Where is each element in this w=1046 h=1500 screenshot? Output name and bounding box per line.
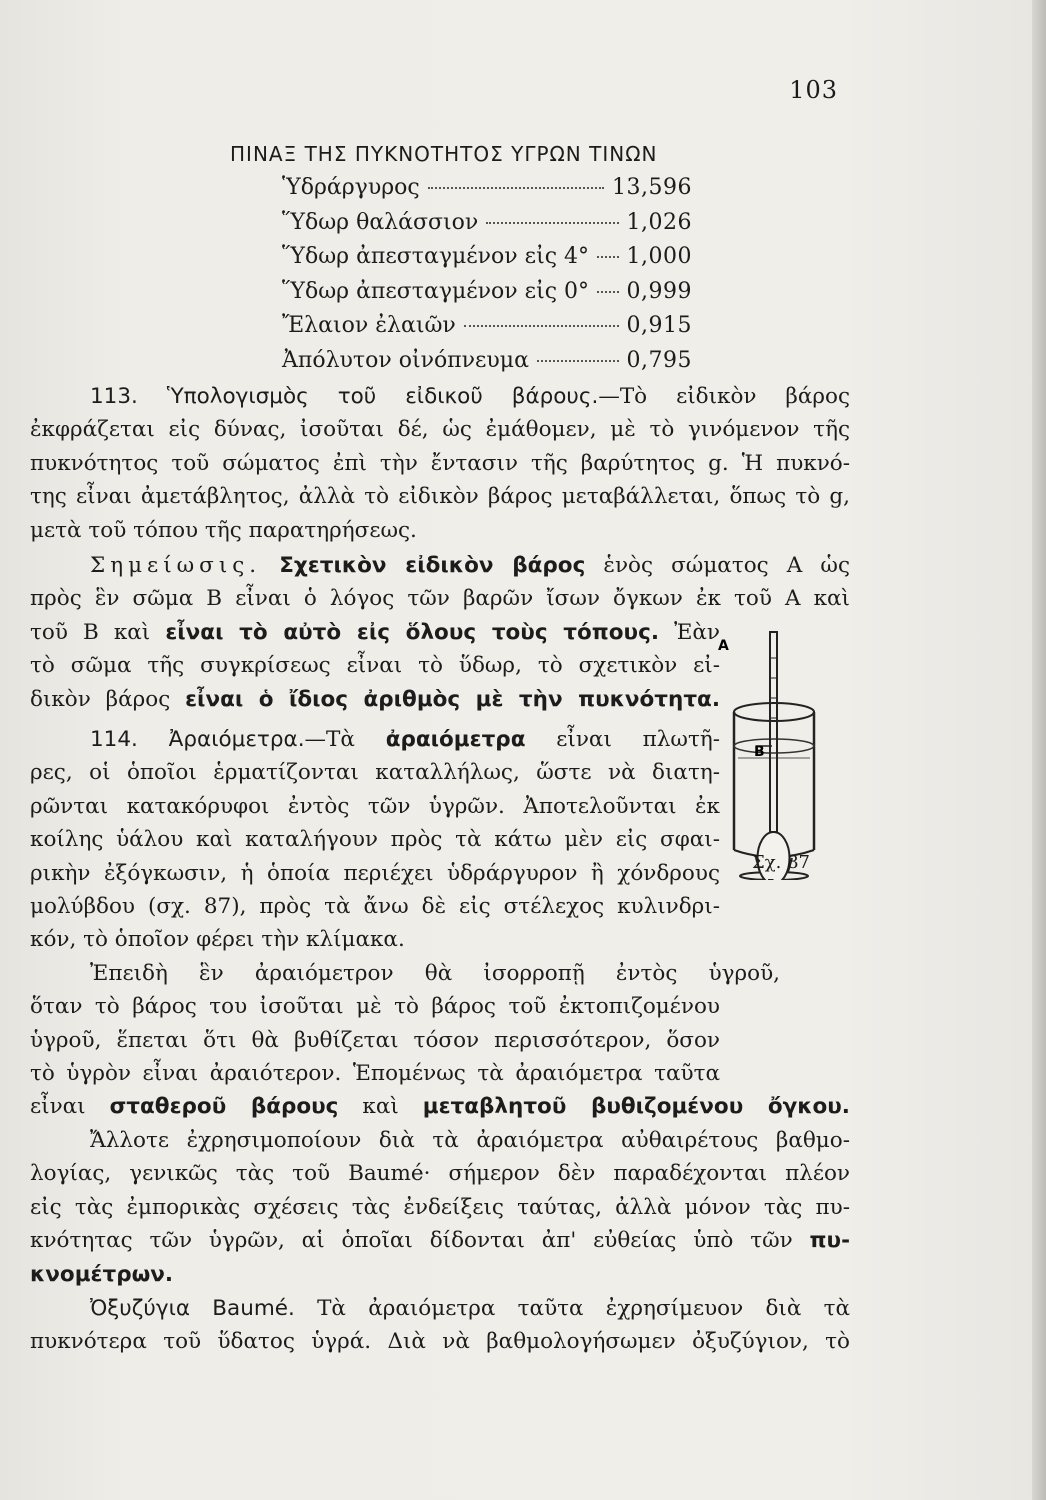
text-line: κνομέτρων.: [30, 1261, 174, 1287]
text-line: δικὸν βάρος εἶναι ὁ ἴδιος ἀριθμὸς μὲ τὴν πυκνότητα.: [30, 686, 720, 712]
text-line: εἶναι σταθεροῦ βάρους καὶ μεταβλητοῦ βυθιζομένου ὄγκου.: [30, 1094, 850, 1120]
table-title: ΠΙΝΑΞ ΤΗΣ ΠΥΚΝΟΤΗΤΟΣ ΥΓΡΩΝ ΤΙΝΩΝ: [230, 142, 658, 166]
text-line: Ἐπειδὴ ἓν ἀραιόμετρον θὰ ἰσορροπῇ ἐντὸς ὑγροῦ,: [90, 960, 780, 986]
figure-caption: Σχ. 87: [752, 852, 810, 873]
substance-name: Ἔλαιον ἐλαιῶν: [282, 313, 456, 338]
density-value: 0,915: [626, 313, 692, 338]
hydrometer-figure: [716, 618, 842, 880]
text-line: κόν, τὸ ὁποῖον φέρει τὴν κλίμακα.: [30, 927, 405, 953]
text-line: κοίλης ὑάλου καὶ καταλήγουν πρὸς τὰ κάτω μὲν εἰς σφαι-: [30, 827, 720, 853]
text-line: πυκνότερα τοῦ ὕδατος ὑγρά. Διὰ νὰ βαθμολογήσωμεν ὀξυζύγιον, τὸ: [30, 1329, 850, 1355]
density-value: 0,795: [626, 347, 692, 373]
table-row: [282, 348, 692, 383]
text-line: τὸ ὑγρὸν εἶναι ἀραιότερον. Ἑπομένως τὰ ἀραιόμετρα ταῦτα: [30, 1060, 720, 1086]
text-line: πυκνότητος τοῦ σώματος ἐπὶ τὴν ἔντασιν τῆς βαρύτητος g. Ἡ πυκνό-: [30, 450, 850, 476]
text-line: 113. Ὑπολογισμὸς τοῦ εἰδικοῦ βάρους.—Τὸ εἰδικὸν βάρος: [90, 384, 850, 409]
hydrometer-illustration: [716, 618, 842, 880]
baume-paragraph: [30, 1124, 850, 1291]
substance-name: Ὕδωρ θαλάσσιον: [282, 209, 479, 235]
table-row: [282, 244, 692, 279]
substance-name: Ὑδράργυρος: [282, 175, 420, 200]
text-line: Σημείωσις. Σχετικὸν εἰδικὸν βάρος ἑνὸς σώματος Α ὡς: [90, 553, 850, 578]
text-line: 114. Ἀραιόμετρα.—Τὰ ἀραιόμετρα εἶναι πλωτῆ-: [90, 727, 720, 752]
table-row: [282, 210, 692, 245]
figure-label-a: A: [718, 638, 729, 654]
section-heading: 114. Ἀραιόμετρα.: [90, 727, 305, 752]
table-row: [282, 175, 692, 210]
text-line: μετὰ τοῦ τόπου τῆς παρατηρήσεως.: [30, 517, 417, 543]
text-line: ρικὴν ἐξόγκωσιν, ἡ ὁποία περιέχει ὑδράργυρον ἢ χόνδρους: [30, 860, 720, 886]
substance-name: Ἀπόλυτον οἰνόπνευμα: [282, 347, 529, 373]
text-line: τὸ σῶμα τῆς συγκρίσεως εἶναι τὸ ὕδωρ, τὸ σχετικὸν εἰ-: [30, 653, 720, 679]
substance-name: Ὕδωρ ἀπεσταγμένον εἰς 0°: [282, 278, 590, 304]
text-line: ὑγροῦ, ἕπεται ὅτι θὰ βυθίζεται τόσον περισσότερον, ὅσον: [30, 1027, 720, 1053]
text-line: λογίας, γενικῶς τὰς τοῦ Baumé· σήμερον δὲν παραδέχονται πλέον: [30, 1161, 850, 1187]
density-table: [282, 175, 692, 382]
text-line: ρῶνται κατακόρυφοι ἐντὸς τῶν ὑγρῶν. Ἀποτελοῦνται ἐκ: [30, 793, 720, 819]
density-value: 13,596: [612, 175, 692, 200]
text-line: ρες, οἱ ὁποῖοι ἑρματίζονται καταλλήλως, ὥστε νὰ διατη-: [30, 760, 720, 786]
figure-label-b: B: [754, 744, 765, 760]
text-line: κνότητας τῶν ὑγρῶν, αἱ ὁποῖαι δίδονται ἀπ' εὐθείας ὑπὸ τῶν πυ-: [30, 1228, 850, 1254]
text-line: ἐκφράζεται εἰς δύνας, ἰσοῦται δέ, ὡς ἐμάθομεν, μὲ τὸ γινόμενον τῆς: [30, 417, 850, 443]
text-line: της εἶναι ἀμετάβλητος, ἀλλὰ τὸ εἰδικὸν βάρος μεταβάλλεται, ὅπως τὸ g,: [30, 484, 850, 510]
table-row: [282, 313, 692, 348]
page-number: 103: [789, 76, 838, 104]
text-line: τοῦ Β καὶ εἶναι τὸ αὐτὸ εἰς ὅλους τοὺς τόπους. Ἐὰν: [30, 619, 720, 645]
text-line: εἰς τὰς ἐμπορικὰς σχέσεις τὰς ἐνδείξεις ταύτας, ἀλλὰ μόνον τὰς πυ-: [30, 1194, 850, 1220]
text-line: μολύβδου (σχ. 87), πρὸς τὰ ἄνω δὲ εἰς στέλεχος κυλινδρι-: [30, 893, 720, 919]
density-value: 1,026: [626, 209, 692, 235]
text-line: ὅταν τὸ βάρος του ἰσοῦται μὲ τὸ βάρος τοῦ ἐκτοπιζομένου: [30, 994, 720, 1020]
page-binding-edge: [1032, 0, 1046, 1500]
oxyzygia-paragraph: [30, 1292, 850, 1359]
density-value: 1,000: [626, 244, 692, 269]
section-113: [30, 380, 850, 547]
section-heading: 113. Ὑπολογισμὸς τοῦ εἰδικοῦ βάρους.: [90, 384, 599, 409]
note-label: Σημείωσις.: [90, 553, 262, 578]
text-line: πρὸς ἓν σῶμα Β εἶναι ὁ λόγος τῶν βαρῶν ἴσων ὄγκων ἐκ τοῦ Α καὶ: [30, 586, 850, 612]
text-line: Ἄλλοτε ἐχρησιμοποίουν διὰ τὰ ἀραιόμετρα αὐθαιρέτους βαθμο-: [90, 1128, 850, 1153]
table-row: [282, 279, 692, 314]
substance-name: Ὕδωρ ἀπεσταγμένον εἰς 4°: [282, 244, 590, 269]
density-value: 0,999: [626, 278, 692, 304]
paragraph-heading: Ὀξυζύγια Baumé.: [90, 1296, 295, 1321]
text-line: Ὀξυζύγια Baumé. Τὰ ἀραιόμετρα ταῦτα ἐχρησίμευον διὰ τὰ: [90, 1296, 850, 1321]
